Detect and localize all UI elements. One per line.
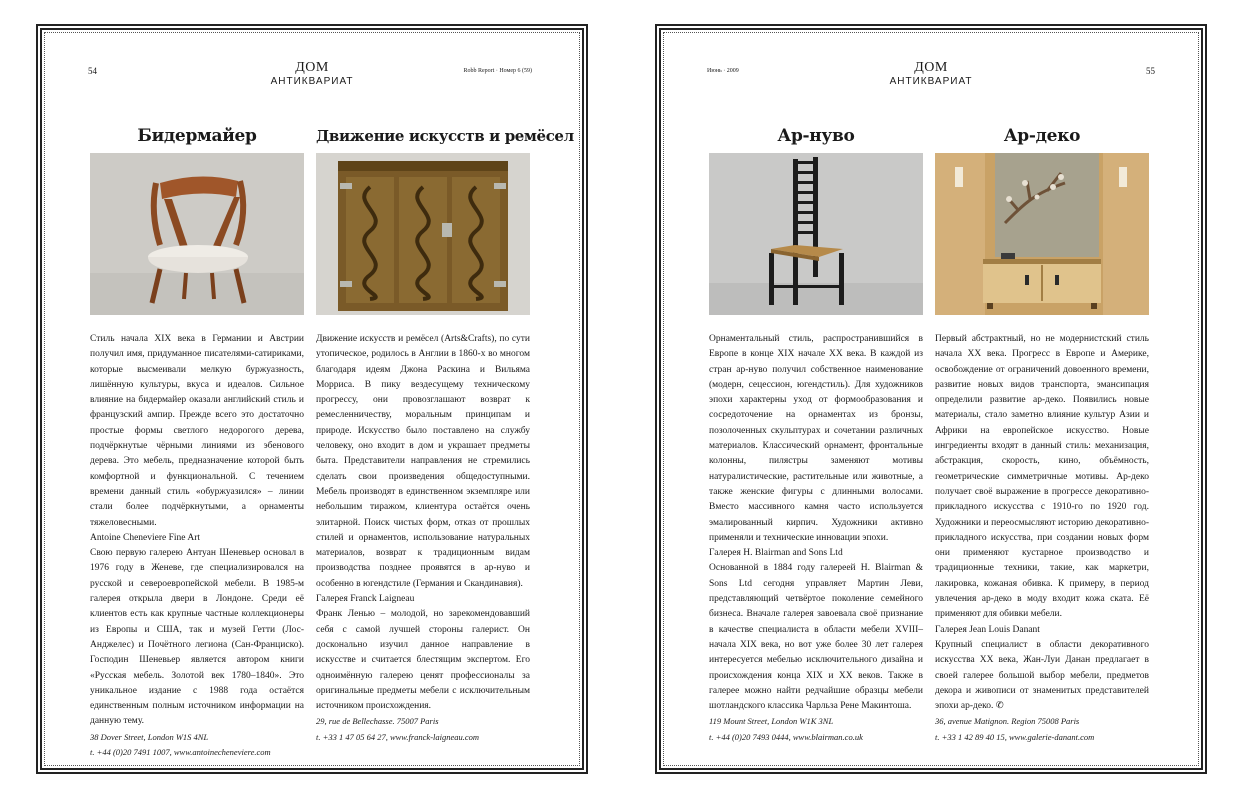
gallery-name: Antoine Cheneviere Fine Art <box>90 532 201 543</box>
article-heading: Ар-деко <box>1003 126 1081 146</box>
left-page <box>36 24 588 774</box>
gallery-address: 36, avenue Matignon. Region 75008 Paris <box>935 716 1080 727</box>
article-text: Стиль начала XIX века в Германии и Австрии получил имя, придуманное писателями-сатириками, которые высмеивали мелкую буржуазность, лишённую культуры, вкуса и идеалов. Сильное влияние на бидермайер оказали английский стиль и французский ампир. Прежде всего это достаточно простые формы светлого недорогого дерева, подчёркнутые чёрными линиями из эбенового дерева. Это мебель, предназначение которой быть комфортной и функциональной. С течением времени данный стиль «обуржуазился» – линии стали более подчёркнутыми, а орнаменты тяжеловесными. <box>90 334 304 528</box>
article-column-art-nouveau <box>709 125 923 745</box>
article-heading: Бидермайер <box>137 126 257 146</box>
gallery-address: 29, rue de Bellechasse. 75007 Paris <box>316 716 439 727</box>
gallery-name: Галерея Franck Laigneau <box>316 594 415 605</box>
gallery-contact: t. +44 (0)20 7491 1007, www.antoinecheneviere.com <box>90 747 271 758</box>
section-title: ДОМ <box>914 60 948 75</box>
gallery-contact: t. +44 (0)20 7493 0444, www.blairman.co.uk <box>709 731 863 742</box>
armchair-illustration <box>90 153 304 315</box>
section-title: ДОМ <box>295 60 329 75</box>
article-column-arts-and-crafts <box>316 125 574 745</box>
art-nouveau-chair-photo <box>709 153 923 315</box>
gallery-description: Свою первую галерею Антуан Шеневьер основал в 1976 году в Женеве, где специализировался на русской и североевропейской мебели. В 1985-м галерея открыла двери в Лондоне. Среди её клиентов есть как крупные частные коллекционеры из Европы и США, так и музей Гетти (Лос-Анджелес) и Почётного легиона (Сан-Франциско). Господин Шеневьер является автором книги «Русская мебель. Золотой век 1780–1840». Это уникальное издание с 1988 года остаётся единственным полным источником информации на данную тему. <box>90 548 304 727</box>
running-header: Robb Report · Номер 6 (59) <box>463 68 532 74</box>
article-body <box>316 332 530 745</box>
gallery-description: Крупный специалист в области декоративного искусства XX века, Жан-Луи Данан предлагает в своей галерее большой выбор мебели, предметов декора и живописи от знаменитых представителей эпохи ар-деко. ✆ <box>935 639 1149 712</box>
article-body <box>90 332 304 760</box>
article-heading: Движение искусств и ремёсел <box>316 127 574 145</box>
right-page <box>655 24 1207 774</box>
article-body <box>709 332 923 745</box>
article-text: Орнаментальный стиль, распространившийся в Европе в конце XIX начале XX века. В каждой из стран ар-нуво получил собственное наименование (модерн, сецессион, югендстиль). Для художников эпохи характерны уход от формообразования и сосредоточение на орнаментах из бронзы, позолоченных скульптурах и сочетании различных материалов. Классический орнамент, фронтальные колонны, пилястры заменяют мотивы натуралистические, растительные или животные, а также женские фигуры с длинными волосами. Вместо массивного камня часто используется эмалированный кирпич. Художники активно применяли и технические инновации эпохи. <box>709 334 923 543</box>
ladder-chair-illustration <box>709 153 923 315</box>
section-subtitle: АНТИКВАРИАТ <box>889 76 973 87</box>
page-number: 54 <box>88 66 97 76</box>
art-deco-interior-photo <box>935 153 1149 315</box>
gallery-name: Галерея H. Blairman and Sons Ltd <box>709 548 843 559</box>
biedermeier-chair-photo <box>90 153 304 315</box>
gallery-address: 38 Dover Street, London W1S 4NL <box>90 731 209 742</box>
article-body <box>935 332 1149 745</box>
gallery-contact: t. +33 1 42 89 40 15, www.galerie-danant.com <box>935 731 1095 742</box>
sideboard-illustration <box>935 153 1149 315</box>
running-header: Июнь · 2009 <box>707 68 739 74</box>
article-heading: Ар-нуво <box>777 126 855 146</box>
article-column-biedermeier <box>90 125 304 760</box>
gallery-description: Франк Ленью – молодой, но зарекомендовавший себя с самой лучшей стороны галерист. Он досконально изучил данное направление в искусстве и считается блестящим экспертом. Его одноимённую галерею ценят профессионалы за оригинальные предметы мебели с исключительным источником происхождения. <box>316 609 530 712</box>
arts-and-crafts-cabinet-photo <box>316 153 530 315</box>
article-text: Первый абстрактный, но не модернистский стиль начала XX века. Прогресс в Европе и Америке, освобождение от ограничений довоенного времени, развитие новых видов транспорта, эмансипация определили развитие ар-деко. Появились новые материалы, стало заметно влияние культур Азии и Африки на европейское искусство. Новые ингредиенты входят в данный стиль: механизация, абстракция, скорость, кино, объёмность, геометрические симметричные мотивы. Ар-деко получает своё выражение в прогрессе декоративно-прикладного искусства с 1910-го по 1920 год. Художники и переосмысляют историю декоративно-прикладного искусства, при создании новых форм они применяют кустарное производство и традиционные техники, такие, как маркетри, лакировка, кожаная обивка. К примеру, в период увлечения ар-деко в моду входит кожа ската. Её применяют для обивки мебели. <box>935 334 1149 620</box>
article-column-art-deco <box>935 125 1149 745</box>
page-number: 55 <box>1146 66 1155 76</box>
gallery-description: Основанной в 1884 году галереей H. Blairman & Sons Ltd сегодня управляет Мартин Леви, представляющий четвёртое поколение семейного бизнеса. Вначале галерея завоевала своё признание в качестве специалиста в области мебели XVIII– начала XIX века, но вот уже более 30 лет галерея интересуется мебелью исключительного дизайна и происхождения конца XIX и XX веков. Также в галерее можно найти редчайшие образцы мебели шотландского классика Чарльза Рене Макинтоша. <box>709 563 923 712</box>
gallery-address: 119 Mount Street, London W1K 3NL <box>709 716 834 727</box>
gallery-name: Галерея Jean Louis Danant <box>935 624 1040 635</box>
article-text: Движение искусств и ремёсел (Arts&Crafts), по сути утопическое, родилось в Англии в 1860-х во многом благодаря идеям Джона Раскина и Вильяма Морриса. В пику вездесущему техническому прогрессу, они провозглашают возврат к ремесленничеству, моральным принципам и природе. Искусство было поставлено на службу человеку, оно входит в дом и украшает предметы быта. Представители направления не стремились сделать свои произведения общедоступными. Мебель производят в единственном экземпляре или небольшим тиражом, клиентура остаётся очень элитарной. Поиск чистых форм, отказ от прошлых стилей и орнаментов, использование натуральных материалов, возврат к традиционным видам производства позднее проявятся в ар-нуво и особенно в югендстиле (Германия и Скандинавия). <box>316 334 530 589</box>
cabinet-illustration <box>316 153 530 315</box>
gallery-contact: t. +33 1 47 05 64 27, www.franck-laigneau.com <box>316 731 480 742</box>
section-subtitle: АНТИКВАРИАТ <box>270 76 354 87</box>
